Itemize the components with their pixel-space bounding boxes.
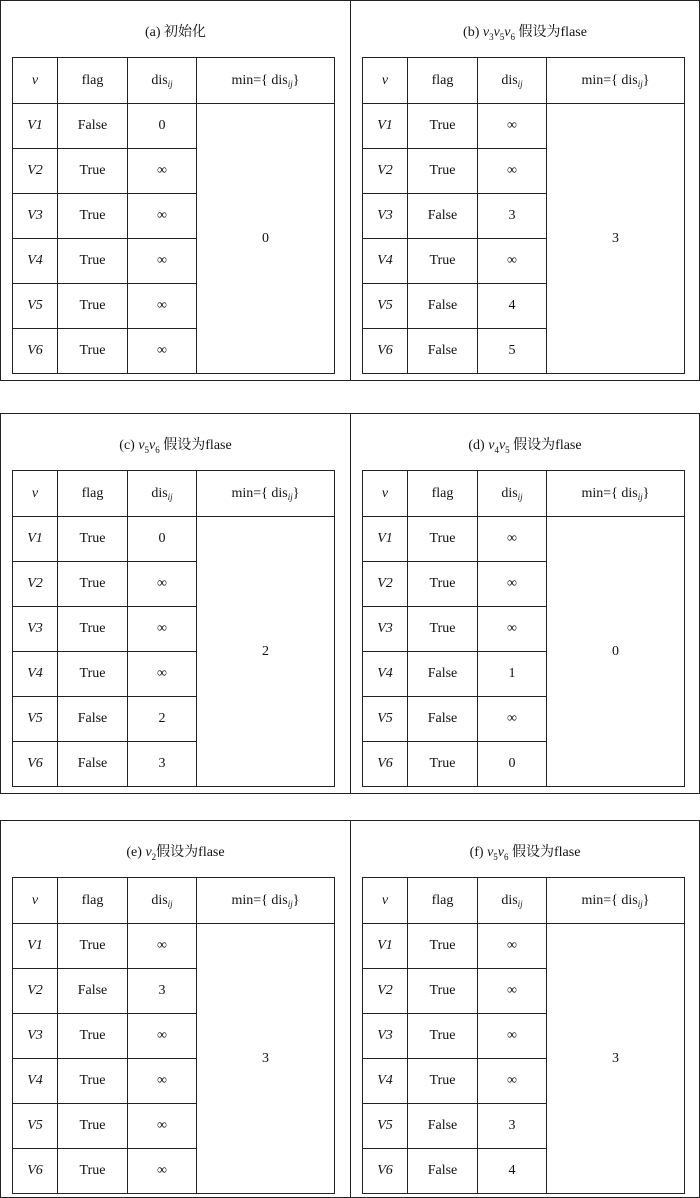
cell-dis: 0 (478, 742, 547, 787)
table-row (363, 104, 685, 149)
cell-dis: 2 (128, 697, 197, 742)
cell-vertex: V2 (13, 149, 58, 194)
cell-min: 3 (547, 104, 685, 374)
cell-dis: ∞ (478, 697, 547, 742)
cell-dis: ∞ (478, 607, 547, 652)
col-header-min: min={ dis$_{ij}$} (547, 471, 685, 517)
cell-dis: ∞ (128, 1104, 197, 1149)
table-header-row (13, 58, 335, 104)
cell-flag: False (408, 697, 478, 742)
cell-dis: ∞ (478, 1014, 547, 1059)
cell-vertex: V3 (363, 194, 408, 239)
col-header-flag: flag (408, 878, 478, 924)
cell-flag: True (58, 329, 128, 374)
cell-dis: ∞ (128, 239, 197, 284)
cell-flag: True (58, 1014, 128, 1059)
cell-vertex: V6 (13, 329, 58, 374)
panel-label: (a) (144, 25, 161, 40)
cell-vertex: V2 (363, 149, 408, 194)
cell-dis: ∞ (128, 1149, 197, 1194)
col-header-min: min={ dis$_{ij}$} (197, 58, 335, 104)
cell-dis: ∞ (128, 1059, 197, 1104)
cell-vertex: V2 (13, 969, 58, 1014)
title-variable-subscript: 6 (155, 444, 160, 455)
cell-vertex: V4 (13, 1059, 58, 1104)
cell-dis: 0 (128, 517, 197, 562)
cell-dis: ∞ (478, 517, 547, 562)
col-header-flag: flag (58, 471, 128, 517)
cell-vertex: V5 (13, 697, 58, 742)
cell-dis: ∞ (128, 329, 197, 374)
cell-vertex: V6 (363, 329, 408, 374)
cell-vertex: V5 (13, 1104, 58, 1149)
cell-flag: False (58, 697, 128, 742)
cell-dis: ∞ (128, 607, 197, 652)
cell-vertex: V2 (13, 562, 58, 607)
cell-dis: 4 (478, 284, 547, 329)
cell-vertex: V6 (363, 742, 408, 787)
cell-flag: True (58, 1104, 128, 1149)
col-header-min: min={ dis$_{ij}$} (547, 878, 685, 924)
panel-title (1, 1, 350, 57)
cell-vertex: V5 (13, 284, 58, 329)
title-variable-subscript: 2 (151, 851, 157, 862)
cell-flag: True (408, 1059, 478, 1104)
cell-flag: False (408, 284, 478, 329)
cell-vertex: V6 (363, 1149, 408, 1194)
cell-dis: ∞ (128, 284, 197, 329)
col-header-v: v (363, 471, 408, 517)
panel-c (0, 413, 351, 794)
cell-min: 2 (197, 517, 335, 787)
cell-dis: 3 (128, 742, 197, 787)
cell-flag: True (58, 239, 128, 284)
cell-flag: True (58, 1149, 128, 1194)
cell-flag: False (408, 194, 478, 239)
panel-caption: 假设为flase (156, 845, 225, 860)
title-variable-subscript: 3 (489, 31, 494, 42)
cell-flag: True (58, 562, 128, 607)
col-header-dis: dis$_{ij}$ (478, 471, 547, 517)
cell-flag: True (58, 194, 128, 239)
col-header-flag: flag (408, 58, 478, 104)
cell-dis: ∞ (478, 1059, 547, 1104)
cell-vertex: V1 (363, 104, 408, 149)
panel-label: (f) (469, 845, 484, 860)
cell-vertex: V4 (363, 1059, 408, 1104)
cell-vertex: V5 (363, 284, 408, 329)
state-table (362, 57, 685, 374)
panel-label: (d) (468, 438, 485, 453)
cell-vertex: V3 (13, 194, 58, 239)
cell-dis: ∞ (478, 239, 547, 284)
col-header-dis: dis$_{ij}$ (128, 471, 197, 517)
cell-vertex: V6 (13, 1149, 58, 1194)
cell-flag: False (408, 652, 478, 697)
cell-vertex: V4 (13, 652, 58, 697)
cell-min: 3 (197, 924, 335, 1194)
cell-dis: 3 (478, 1104, 547, 1149)
cell-flag: True (58, 1059, 128, 1104)
cell-flag: False (58, 969, 128, 1014)
cell-dis: ∞ (478, 924, 547, 969)
cell-flag: True (408, 104, 478, 149)
cell-flag: True (408, 562, 478, 607)
panel-title (351, 821, 699, 877)
panel-caption: 假设为flase (159, 438, 232, 453)
cell-flag: False (408, 1149, 478, 1194)
state-table (362, 877, 685, 1194)
cell-min: 0 (197, 104, 335, 374)
cell-vertex: V3 (13, 607, 58, 652)
cell-flag: True (58, 517, 128, 562)
title-variable: v (482, 25, 490, 40)
state-table (12, 57, 335, 374)
cell-dis: ∞ (128, 562, 197, 607)
cell-vertex: V3 (363, 1014, 408, 1059)
table-row (13, 517, 335, 562)
table-header-row (13, 878, 335, 924)
title-variable-subscript: 5 (144, 444, 150, 455)
col-header-dis: dis$_{ij}$ (478, 58, 547, 104)
col-header-v: v (13, 471, 58, 517)
col-header-v: v (13, 878, 58, 924)
cell-dis: 5 (478, 329, 547, 374)
cell-dis: ∞ (128, 1014, 197, 1059)
cell-dis: ∞ (128, 652, 197, 697)
cell-dis: ∞ (478, 562, 547, 607)
col-header-dis: dis$_{ij}$ (478, 878, 547, 924)
col-header-flag: flag (408, 471, 478, 517)
table-header-row (363, 471, 685, 517)
col-header-v: v (363, 878, 408, 924)
cell-dis: 0 (128, 104, 197, 149)
col-header-v: v (13, 58, 58, 104)
panel-a (0, 0, 351, 381)
cell-min: 3 (547, 924, 685, 1194)
cell-dis: ∞ (128, 194, 197, 239)
title-variable: v (493, 25, 500, 40)
title-variable: v (138, 438, 145, 453)
title-variable-subscript: 6 (510, 31, 516, 42)
cell-flag: True (58, 149, 128, 194)
table-header-row (13, 471, 335, 517)
col-header-dis: dis$_{ij}$ (128, 58, 197, 104)
cell-dis: 1 (478, 652, 547, 697)
cell-flag: True (58, 924, 128, 969)
col-header-dis: dis$_{ij}$ (128, 878, 197, 924)
cell-flag: False (58, 104, 128, 149)
cell-flag: True (408, 607, 478, 652)
col-header-min: min={ dis$_{ij}$} (197, 471, 335, 517)
cell-dis: ∞ (478, 969, 547, 1014)
table-row (363, 517, 685, 562)
title-variable: v (498, 438, 506, 453)
cell-flag: False (58, 742, 128, 787)
table-row (363, 924, 685, 969)
cell-flag: True (408, 742, 478, 787)
cell-flag: True (408, 1014, 478, 1059)
panel-b (350, 0, 700, 381)
cell-vertex: V6 (13, 742, 58, 787)
cell-dis: ∞ (128, 149, 197, 194)
cell-vertex: V5 (363, 697, 408, 742)
panel-title (1, 821, 350, 877)
title-variable: v (149, 438, 156, 453)
cell-dis: 4 (478, 1149, 547, 1194)
cell-vertex: V1 (363, 517, 408, 562)
panel-caption: 假设为flase (509, 438, 582, 453)
cell-vertex: V4 (13, 239, 58, 284)
cell-flag: True (408, 517, 478, 562)
col-header-v: v (363, 58, 408, 104)
title-variable: v (145, 845, 152, 860)
cell-dis: ∞ (478, 104, 547, 149)
panel-e (0, 820, 351, 1198)
title-variable: v (504, 25, 511, 40)
table-header-row (363, 878, 685, 924)
cell-vertex: V1 (13, 104, 58, 149)
cell-flag: True (408, 149, 478, 194)
col-header-flag: flag (58, 878, 128, 924)
cell-vertex: V4 (363, 652, 408, 697)
panel-title (351, 414, 699, 470)
title-variable-subscript: 5 (493, 851, 498, 862)
cell-dis: ∞ (128, 924, 197, 969)
state-table (362, 470, 685, 787)
cell-vertex: V5 (363, 1104, 408, 1149)
cell-dis: 3 (128, 969, 197, 1014)
table-row (13, 104, 335, 149)
cell-flag: False (408, 1104, 478, 1149)
cell-vertex: V2 (363, 562, 408, 607)
title-variable: v (487, 845, 494, 860)
title-variable-subscript: 5 (505, 444, 510, 455)
panel-d (350, 413, 700, 794)
cell-vertex: V3 (13, 1014, 58, 1059)
cell-vertex: V2 (363, 969, 408, 1014)
title-variable-subscript: 5 (499, 31, 505, 42)
title-variable: v (497, 845, 504, 860)
cell-vertex: V1 (13, 924, 58, 969)
panel-label: (b) (463, 25, 480, 40)
panel-caption: 假设为flase (515, 25, 587, 40)
cell-flag: True (58, 607, 128, 652)
title-variable-subscript: 6 (504, 851, 509, 862)
cell-flag: True (58, 652, 128, 697)
panel-f (350, 820, 700, 1198)
panel-title (351, 1, 699, 57)
cell-dis: ∞ (478, 149, 547, 194)
cell-flag: True (408, 239, 478, 284)
panel-label: (e) (126, 845, 142, 860)
state-table (12, 877, 335, 1194)
panel-label: (c) (119, 438, 135, 453)
panel-caption: 假设为flase (508, 845, 581, 860)
cell-vertex: V1 (363, 924, 408, 969)
table-row (13, 924, 335, 969)
cell-vertex: V1 (13, 517, 58, 562)
cell-flag: True (408, 924, 478, 969)
panel-caption: 初始化 (164, 25, 207, 40)
title-variable-subscript: 4 (494, 444, 499, 455)
cell-vertex: V3 (363, 607, 408, 652)
cell-vertex: V4 (363, 239, 408, 284)
cell-flag: True (58, 284, 128, 329)
panel-title (1, 414, 350, 470)
cell-flag: True (408, 969, 478, 1014)
cell-dis: 3 (478, 194, 547, 239)
table-header-row (363, 58, 685, 104)
title-variable: v (488, 438, 495, 453)
col-header-min: min={ dis$_{ij}$} (197, 878, 335, 924)
cell-flag: False (408, 329, 478, 374)
col-header-flag: flag (58, 58, 128, 104)
cell-min: 0 (547, 517, 685, 787)
col-header-min: min={ dis$_{ij}$} (547, 58, 685, 104)
state-table (12, 470, 335, 787)
